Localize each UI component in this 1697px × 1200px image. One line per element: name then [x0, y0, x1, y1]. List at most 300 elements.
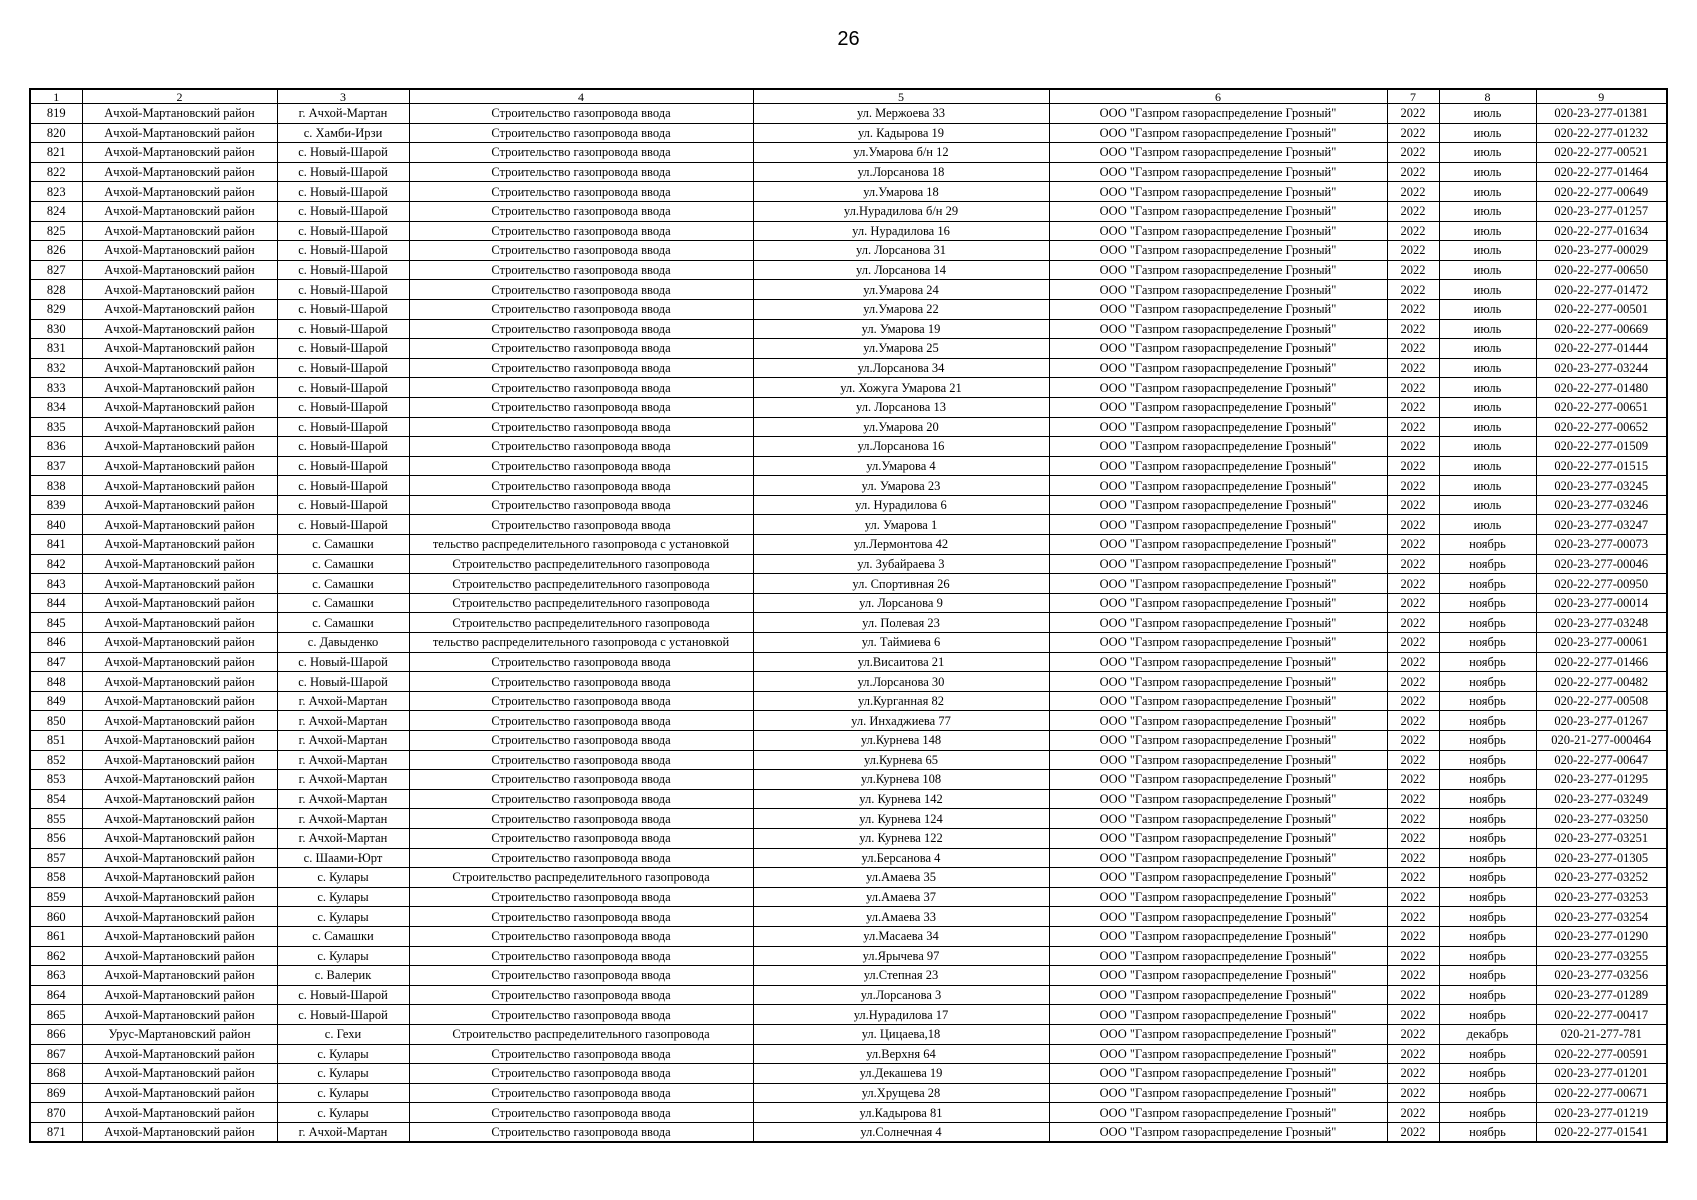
- organization-cell: ООО "Газпром газораспределение Грозный": [1049, 319, 1387, 339]
- year-cell: 2022: [1387, 260, 1439, 280]
- district-cell: Ачхой-Мартановский район: [82, 397, 277, 417]
- organization-cell: ООО "Газпром газораспределение Грозный": [1049, 280, 1387, 300]
- settlement-cell: с. Самашки: [277, 574, 409, 594]
- code-cell: 020-23-277-00046: [1536, 554, 1667, 574]
- organization-cell: ООО "Газпром газораспределение Грозный": [1049, 1103, 1387, 1123]
- address-cell: ул. Лорсанова 31: [753, 241, 1049, 261]
- column-header: 4: [409, 89, 753, 104]
- table-row: [30, 535, 1667, 555]
- work-type-cell: Строительство газопровода ввода: [409, 828, 753, 848]
- district-cell: Ачхой-Мартановский район: [82, 104, 277, 124]
- table-row: [30, 358, 1667, 378]
- address-cell: ул.Лорсанова 18: [753, 162, 1049, 182]
- year-cell: 2022: [1387, 456, 1439, 476]
- district-cell: Ачхой-Мартановский район: [82, 1103, 277, 1123]
- settlement-cell: с. Новый-Шарой: [277, 299, 409, 319]
- work-type-cell: Строительство газопровода ввода: [409, 319, 753, 339]
- settlement-cell: с. Новый-Шарой: [277, 397, 409, 417]
- month-cell: ноябрь: [1439, 1064, 1536, 1084]
- work-type-cell: Строительство газопровода ввода: [409, 848, 753, 868]
- code-cell: 020-22-277-01634: [1536, 221, 1667, 241]
- year-cell: 2022: [1387, 868, 1439, 888]
- district-cell: Ачхой-Мартановский район: [82, 672, 277, 692]
- table-row: [30, 1024, 1667, 1044]
- row-number-cell: 841: [30, 535, 82, 555]
- code-cell: 020-22-277-01515: [1536, 456, 1667, 476]
- work-type-cell: Строительство газопровода ввода: [409, 1044, 753, 1064]
- district-cell: Ачхой-Мартановский район: [82, 789, 277, 809]
- table-row: [30, 926, 1667, 946]
- settlement-cell: с. Кулары: [277, 887, 409, 907]
- organization-cell: ООО "Газпром газораспределение Грозный": [1049, 162, 1387, 182]
- address-cell: ул.Амаева 37: [753, 887, 1049, 907]
- row-number-cell: 822: [30, 162, 82, 182]
- work-type-cell: Строительство распределительного газопровода: [409, 574, 753, 594]
- organization-cell: ООО "Газпром газораспределение Грозный": [1049, 554, 1387, 574]
- settlement-cell: с. Новый-Шарой: [277, 495, 409, 515]
- table-row: [30, 201, 1667, 221]
- work-type-cell: Строительство газопровода ввода: [409, 887, 753, 907]
- table-row: [30, 613, 1667, 633]
- month-cell: июль: [1439, 162, 1536, 182]
- settlement-cell: с. Шаами-Юрт: [277, 848, 409, 868]
- district-cell: Ачхой-Мартановский район: [82, 1122, 277, 1142]
- work-type-cell: Строительство газопровода ввода: [409, 1064, 753, 1084]
- row-number-cell: 856: [30, 828, 82, 848]
- work-type-cell: Строительство газопровода ввода: [409, 417, 753, 437]
- district-cell: Ачхой-Мартановский район: [82, 437, 277, 457]
- settlement-cell: с. Самашки: [277, 926, 409, 946]
- work-type-cell: Строительство газопровода ввода: [409, 104, 753, 124]
- settlement-cell: с. Валерик: [277, 966, 409, 986]
- organization-cell: ООО "Газпром газораспределение Грозный": [1049, 926, 1387, 946]
- district-cell: Ачхой-Мартановский район: [82, 868, 277, 888]
- code-cell: 020-23-277-03245: [1536, 476, 1667, 496]
- organization-cell: ООО "Газпром газораспределение Грозный": [1049, 633, 1387, 653]
- work-type-cell: Строительство газопровода ввода: [409, 437, 753, 457]
- year-cell: 2022: [1387, 515, 1439, 535]
- work-type-cell: тельство распределительного газопровода с установкой: [409, 633, 753, 653]
- table-row: [30, 221, 1667, 241]
- settlement-cell: с. Гехи: [277, 1024, 409, 1044]
- month-cell: ноябрь: [1439, 691, 1536, 711]
- organization-cell: ООО "Газпром газораспределение Грозный": [1049, 495, 1387, 515]
- district-cell: Урус-Мартановский район: [82, 1024, 277, 1044]
- year-cell: 2022: [1387, 1064, 1439, 1084]
- work-type-cell: Строительство распределительного газопровода: [409, 1024, 753, 1044]
- work-type-cell: Строительство газопровода ввода: [409, 358, 753, 378]
- organization-cell: ООО "Газпром газораспределение Грозный": [1049, 123, 1387, 143]
- row-number-cell: 855: [30, 809, 82, 829]
- row-number-cell: 820: [30, 123, 82, 143]
- month-cell: июль: [1439, 456, 1536, 476]
- district-cell: Ачхой-Мартановский район: [82, 926, 277, 946]
- organization-cell: ООО "Газпром газораспределение Грозный": [1049, 1064, 1387, 1084]
- table-row: [30, 907, 1667, 927]
- organization-cell: ООО "Газпром газораспределение Грозный": [1049, 966, 1387, 986]
- district-cell: Ачхой-Мартановский район: [82, 985, 277, 1005]
- code-cell: 020-22-277-00417: [1536, 1005, 1667, 1025]
- year-cell: 2022: [1387, 417, 1439, 437]
- row-number-cell: 834: [30, 397, 82, 417]
- table-row: [30, 241, 1667, 261]
- table-row: [30, 770, 1667, 790]
- row-number-cell: 844: [30, 593, 82, 613]
- settlement-cell: г. Ачхой-Мартан: [277, 750, 409, 770]
- district-cell: Ачхой-Мартановский район: [82, 907, 277, 927]
- settlement-cell: с. Новый-Шарой: [277, 985, 409, 1005]
- code-cell: 020-22-277-00669: [1536, 319, 1667, 339]
- district-cell: Ачхой-Мартановский район: [82, 652, 277, 672]
- table-row: [30, 691, 1667, 711]
- year-cell: 2022: [1387, 1024, 1439, 1044]
- table-row: [30, 162, 1667, 182]
- row-number-cell: 838: [30, 476, 82, 496]
- organization-cell: ООО "Газпром газораспределение Грозный": [1049, 241, 1387, 261]
- year-cell: 2022: [1387, 495, 1439, 515]
- table-row: [30, 593, 1667, 613]
- code-cell: 020-23-277-03244: [1536, 358, 1667, 378]
- table-row: [30, 495, 1667, 515]
- year-cell: 2022: [1387, 985, 1439, 1005]
- settlement-cell: с. Новый-Шарой: [277, 456, 409, 476]
- table-body: [30, 89, 1667, 1142]
- month-cell: июль: [1439, 299, 1536, 319]
- row-number-cell: 829: [30, 299, 82, 319]
- month-cell: ноябрь: [1439, 652, 1536, 672]
- district-cell: Ачхой-Мартановский район: [82, 417, 277, 437]
- organization-cell: ООО "Газпром газораспределение Грозный": [1049, 456, 1387, 476]
- year-cell: 2022: [1387, 221, 1439, 241]
- settlement-cell: г. Ачхой-Мартан: [277, 711, 409, 731]
- year-cell: 2022: [1387, 770, 1439, 790]
- table-row: [30, 985, 1667, 1005]
- code-cell: 020-23-277-01289: [1536, 985, 1667, 1005]
- code-cell: 020-22-277-00652: [1536, 417, 1667, 437]
- month-cell: июль: [1439, 143, 1536, 163]
- month-cell: июль: [1439, 280, 1536, 300]
- table-row: [30, 456, 1667, 476]
- row-number-cell: 865: [30, 1005, 82, 1025]
- organization-cell: ООО "Газпром газораспределение Грозный": [1049, 711, 1387, 731]
- code-cell: 020-22-277-00650: [1536, 260, 1667, 280]
- code-cell: 020-23-277-03247: [1536, 515, 1667, 535]
- year-cell: 2022: [1387, 1103, 1439, 1123]
- code-cell: 020-23-277-03255: [1536, 946, 1667, 966]
- work-type-cell: Строительство газопровода ввода: [409, 711, 753, 731]
- table-row: [30, 848, 1667, 868]
- district-cell: Ачхой-Мартановский район: [82, 554, 277, 574]
- row-number-cell: 835: [30, 417, 82, 437]
- district-cell: Ачхой-Мартановский район: [82, 633, 277, 653]
- column-header: 3: [277, 89, 409, 104]
- month-cell: ноябрь: [1439, 848, 1536, 868]
- organization-cell: ООО "Газпром газораспределение Грозный": [1049, 868, 1387, 888]
- year-cell: 2022: [1387, 476, 1439, 496]
- code-cell: 020-23-277-03249: [1536, 789, 1667, 809]
- month-cell: ноябрь: [1439, 946, 1536, 966]
- address-cell: ул. Мержоева 33: [753, 104, 1049, 124]
- organization-cell: ООО "Газпром газораспределение Грозный": [1049, 691, 1387, 711]
- code-cell: 020-22-277-00501: [1536, 299, 1667, 319]
- column-header: 5: [753, 89, 1049, 104]
- table-row: [30, 574, 1667, 594]
- district-cell: Ачхой-Мартановский район: [82, 828, 277, 848]
- month-cell: июль: [1439, 476, 1536, 496]
- settlement-cell: с. Новый-Шарой: [277, 339, 409, 359]
- organization-cell: ООО "Газпром газораспределение Грозный": [1049, 1044, 1387, 1064]
- row-number-cell: 869: [30, 1083, 82, 1103]
- month-cell: ноябрь: [1439, 672, 1536, 692]
- address-cell: ул. Полевая 23: [753, 613, 1049, 633]
- month-cell: ноябрь: [1439, 574, 1536, 594]
- month-cell: ноябрь: [1439, 535, 1536, 555]
- work-type-cell: Строительство газопровода ввода: [409, 809, 753, 829]
- settlement-cell: с. Самашки: [277, 554, 409, 574]
- district-cell: Ачхой-Мартановский район: [82, 378, 277, 398]
- code-cell: 020-23-277-03248: [1536, 613, 1667, 633]
- work-type-cell: Строительство распределительного газопровода: [409, 868, 753, 888]
- year-cell: 2022: [1387, 887, 1439, 907]
- row-number-cell: 846: [30, 633, 82, 653]
- code-cell: 020-22-277-00671: [1536, 1083, 1667, 1103]
- work-type-cell: Строительство газопровода ввода: [409, 789, 753, 809]
- code-cell: 020-23-277-01381: [1536, 104, 1667, 124]
- settlement-cell: с. Новый-Шарой: [277, 652, 409, 672]
- code-cell: 020-23-277-03250: [1536, 809, 1667, 829]
- address-cell: ул.Лорсанова 3: [753, 985, 1049, 1005]
- month-cell: ноябрь: [1439, 554, 1536, 574]
- address-cell: ул.Ярычева 97: [753, 946, 1049, 966]
- organization-cell: ООО "Газпром газораспределение Грозный": [1049, 848, 1387, 868]
- year-cell: 2022: [1387, 633, 1439, 653]
- table-row: [30, 104, 1667, 124]
- table-row: [30, 711, 1667, 731]
- work-type-cell: Строительство газопровода ввода: [409, 397, 753, 417]
- column-header: 6: [1049, 89, 1387, 104]
- month-cell: ноябрь: [1439, 828, 1536, 848]
- row-number-cell: 827: [30, 260, 82, 280]
- address-cell: ул.Умарова 25: [753, 339, 1049, 359]
- row-number-cell: 859: [30, 887, 82, 907]
- address-cell: ул. Цицаева,18: [753, 1024, 1049, 1044]
- year-cell: 2022: [1387, 162, 1439, 182]
- month-cell: июль: [1439, 378, 1536, 398]
- address-cell: ул.Лорсанова 34: [753, 358, 1049, 378]
- address-cell: ул.Умарова б/н 12: [753, 143, 1049, 163]
- district-cell: Ачхой-Мартановский район: [82, 456, 277, 476]
- month-cell: ноябрь: [1439, 593, 1536, 613]
- work-type-cell: Строительство газопровода ввода: [409, 143, 753, 163]
- address-cell: ул.Декашева 19: [753, 1064, 1049, 1084]
- organization-cell: ООО "Газпром газораспределение Грозный": [1049, 358, 1387, 378]
- work-type-cell: Строительство газопровода ввода: [409, 946, 753, 966]
- table-row: [30, 868, 1667, 888]
- address-cell: ул.Курганная 82: [753, 691, 1049, 711]
- year-cell: 2022: [1387, 711, 1439, 731]
- district-cell: Ачхой-Мартановский район: [82, 358, 277, 378]
- month-cell: ноябрь: [1439, 1083, 1536, 1103]
- settlement-cell: г. Ачхой-Мартан: [277, 1122, 409, 1142]
- year-cell: 2022: [1387, 378, 1439, 398]
- year-cell: 2022: [1387, 241, 1439, 261]
- work-type-cell: Строительство газопровода ввода: [409, 162, 753, 182]
- row-number-cell: 857: [30, 848, 82, 868]
- address-cell: ул. Умарова 19: [753, 319, 1049, 339]
- organization-cell: ООО "Газпром газораспределение Грозный": [1049, 437, 1387, 457]
- address-cell: ул.Нурадилова б/н 29: [753, 201, 1049, 221]
- settlement-cell: г. Ачхой-Мартан: [277, 809, 409, 829]
- district-cell: Ачхой-Мартановский район: [82, 201, 277, 221]
- work-type-cell: Строительство газопровода ввода: [409, 672, 753, 692]
- month-cell: ноябрь: [1439, 613, 1536, 633]
- settlement-cell: с. Кулары: [277, 1103, 409, 1123]
- table-row: [30, 554, 1667, 574]
- data-table: [29, 88, 1668, 1143]
- month-cell: ноябрь: [1439, 926, 1536, 946]
- row-number-cell: 871: [30, 1122, 82, 1142]
- settlement-cell: с. Новый-Шарой: [277, 143, 409, 163]
- code-cell: 020-22-277-00508: [1536, 691, 1667, 711]
- settlement-cell: с. Новый-Шарой: [277, 162, 409, 182]
- code-cell: 020-22-277-00651: [1536, 397, 1667, 417]
- code-cell: 020-23-277-01305: [1536, 848, 1667, 868]
- address-cell: ул. Курнева 124: [753, 809, 1049, 829]
- organization-cell: ООО "Газпром газораспределение Грозный": [1049, 828, 1387, 848]
- organization-cell: ООО "Газпром газораспределение Грозный": [1049, 182, 1387, 202]
- settlement-cell: с. Новый-Шарой: [277, 241, 409, 261]
- organization-cell: ООО "Газпром газораспределение Грозный": [1049, 809, 1387, 829]
- organization-cell: ООО "Газпром газораспределение Грозный": [1049, 1005, 1387, 1025]
- code-cell: 020-22-277-00647: [1536, 750, 1667, 770]
- row-number-cell: 858: [30, 868, 82, 888]
- settlement-cell: с. Кулары: [277, 1064, 409, 1084]
- table-row: [30, 476, 1667, 496]
- month-cell: июль: [1439, 417, 1536, 437]
- row-number-cell: 828: [30, 280, 82, 300]
- month-cell: ноябрь: [1439, 750, 1536, 770]
- year-cell: 2022: [1387, 691, 1439, 711]
- settlement-cell: г. Ачхой-Мартан: [277, 770, 409, 790]
- organization-cell: ООО "Газпром газораспределение Грозный": [1049, 260, 1387, 280]
- month-cell: июль: [1439, 221, 1536, 241]
- address-cell: ул.Курнева 65: [753, 750, 1049, 770]
- month-cell: июль: [1439, 319, 1536, 339]
- settlement-cell: с. Новый-Шарой: [277, 358, 409, 378]
- month-cell: июль: [1439, 515, 1536, 535]
- work-type-cell: Строительство газопровода ввода: [409, 691, 753, 711]
- settlement-cell: с. Кулары: [277, 868, 409, 888]
- code-cell: 020-21-277-781: [1536, 1024, 1667, 1044]
- address-cell: ул. Умарова 1: [753, 515, 1049, 535]
- district-cell: Ачхой-Мартановский район: [82, 946, 277, 966]
- year-cell: 2022: [1387, 1122, 1439, 1142]
- year-cell: 2022: [1387, 926, 1439, 946]
- code-cell: 020-23-277-03256: [1536, 966, 1667, 986]
- work-type-cell: Строительство газопровода ввода: [409, 1005, 753, 1025]
- work-type-cell: Строительство газопровода ввода: [409, 476, 753, 496]
- district-cell: Ачхой-Мартановский район: [82, 339, 277, 359]
- settlement-cell: с. Кулары: [277, 907, 409, 927]
- code-cell: 020-23-277-01290: [1536, 926, 1667, 946]
- address-cell: ул.Лермонтова 42: [753, 535, 1049, 555]
- year-cell: 2022: [1387, 672, 1439, 692]
- month-cell: ноябрь: [1439, 770, 1536, 790]
- address-cell: ул. Зубайраева 3: [753, 554, 1049, 574]
- work-type-cell: Строительство газопровода ввода: [409, 770, 753, 790]
- column-header: 1: [30, 89, 82, 104]
- column-header: 2: [82, 89, 277, 104]
- address-cell: ул.Умарова 22: [753, 299, 1049, 319]
- organization-cell: ООО "Газпром газораспределение Грозный": [1049, 946, 1387, 966]
- row-number-cell: 854: [30, 789, 82, 809]
- organization-cell: ООО "Газпром газораспределение Грозный": [1049, 378, 1387, 398]
- table-row: [30, 123, 1667, 143]
- address-cell: ул.Курнева 108: [753, 770, 1049, 790]
- organization-cell: ООО "Газпром газораспределение Грозный": [1049, 574, 1387, 594]
- organization-cell: ООО "Газпром газораспределение Грозный": [1049, 104, 1387, 124]
- year-cell: 2022: [1387, 104, 1439, 124]
- table-row: [30, 828, 1667, 848]
- code-cell: 020-23-277-01219: [1536, 1103, 1667, 1123]
- year-cell: 2022: [1387, 809, 1439, 829]
- work-type-cell: Строительство газопровода ввода: [409, 221, 753, 241]
- table-row: [30, 809, 1667, 829]
- address-cell: ул. Лорсанова 14: [753, 260, 1049, 280]
- organization-cell: ООО "Газпром газораспределение Грозный": [1049, 789, 1387, 809]
- organization-cell: ООО "Газпром газораспределение Грозный": [1049, 731, 1387, 751]
- district-cell: Ачхой-Мартановский район: [82, 887, 277, 907]
- code-cell: 020-23-277-03253: [1536, 887, 1667, 907]
- code-cell: 020-22-277-00950: [1536, 574, 1667, 594]
- work-type-cell: Строительство распределительного газопровода: [409, 554, 753, 574]
- month-cell: июль: [1439, 495, 1536, 515]
- table-row: [30, 1005, 1667, 1025]
- year-cell: 2022: [1387, 1005, 1439, 1025]
- year-cell: 2022: [1387, 1083, 1439, 1103]
- address-cell: ул.Лорсанова 16: [753, 437, 1049, 457]
- month-cell: ноябрь: [1439, 985, 1536, 1005]
- row-number-cell: 842: [30, 554, 82, 574]
- code-cell: 020-23-277-00073: [1536, 535, 1667, 555]
- address-cell: ул.Умарова 24: [753, 280, 1049, 300]
- district-cell: Ачхой-Мартановский район: [82, 731, 277, 751]
- district-cell: Ачхой-Мартановский район: [82, 260, 277, 280]
- settlement-cell: с. Хамби-Ирзи: [277, 123, 409, 143]
- settlement-cell: г. Ачхой-Мартан: [277, 828, 409, 848]
- settlement-cell: с. Кулары: [277, 1083, 409, 1103]
- settlement-cell: г. Ачхой-Мартан: [277, 104, 409, 124]
- address-cell: ул.Масаева 34: [753, 926, 1049, 946]
- row-number-cell: 823: [30, 182, 82, 202]
- month-cell: декабрь: [1439, 1024, 1536, 1044]
- code-cell: 020-22-277-01232: [1536, 123, 1667, 143]
- address-cell: ул. Лорсанова 13: [753, 397, 1049, 417]
- district-cell: Ачхой-Мартановский район: [82, 1044, 277, 1064]
- month-cell: июль: [1439, 397, 1536, 417]
- district-cell: Ачхой-Мартановский район: [82, 574, 277, 594]
- row-number-cell: 870: [30, 1103, 82, 1123]
- table-row: [30, 1044, 1667, 1064]
- table-row: [30, 652, 1667, 672]
- year-cell: 2022: [1387, 907, 1439, 927]
- address-cell: ул.Висаитова 21: [753, 652, 1049, 672]
- settlement-cell: с. Кулары: [277, 1044, 409, 1064]
- organization-cell: ООО "Газпром газораспределение Грозный": [1049, 750, 1387, 770]
- year-cell: 2022: [1387, 574, 1439, 594]
- work-type-cell: Строительство газопровода ввода: [409, 378, 753, 398]
- row-number-cell: 821: [30, 143, 82, 163]
